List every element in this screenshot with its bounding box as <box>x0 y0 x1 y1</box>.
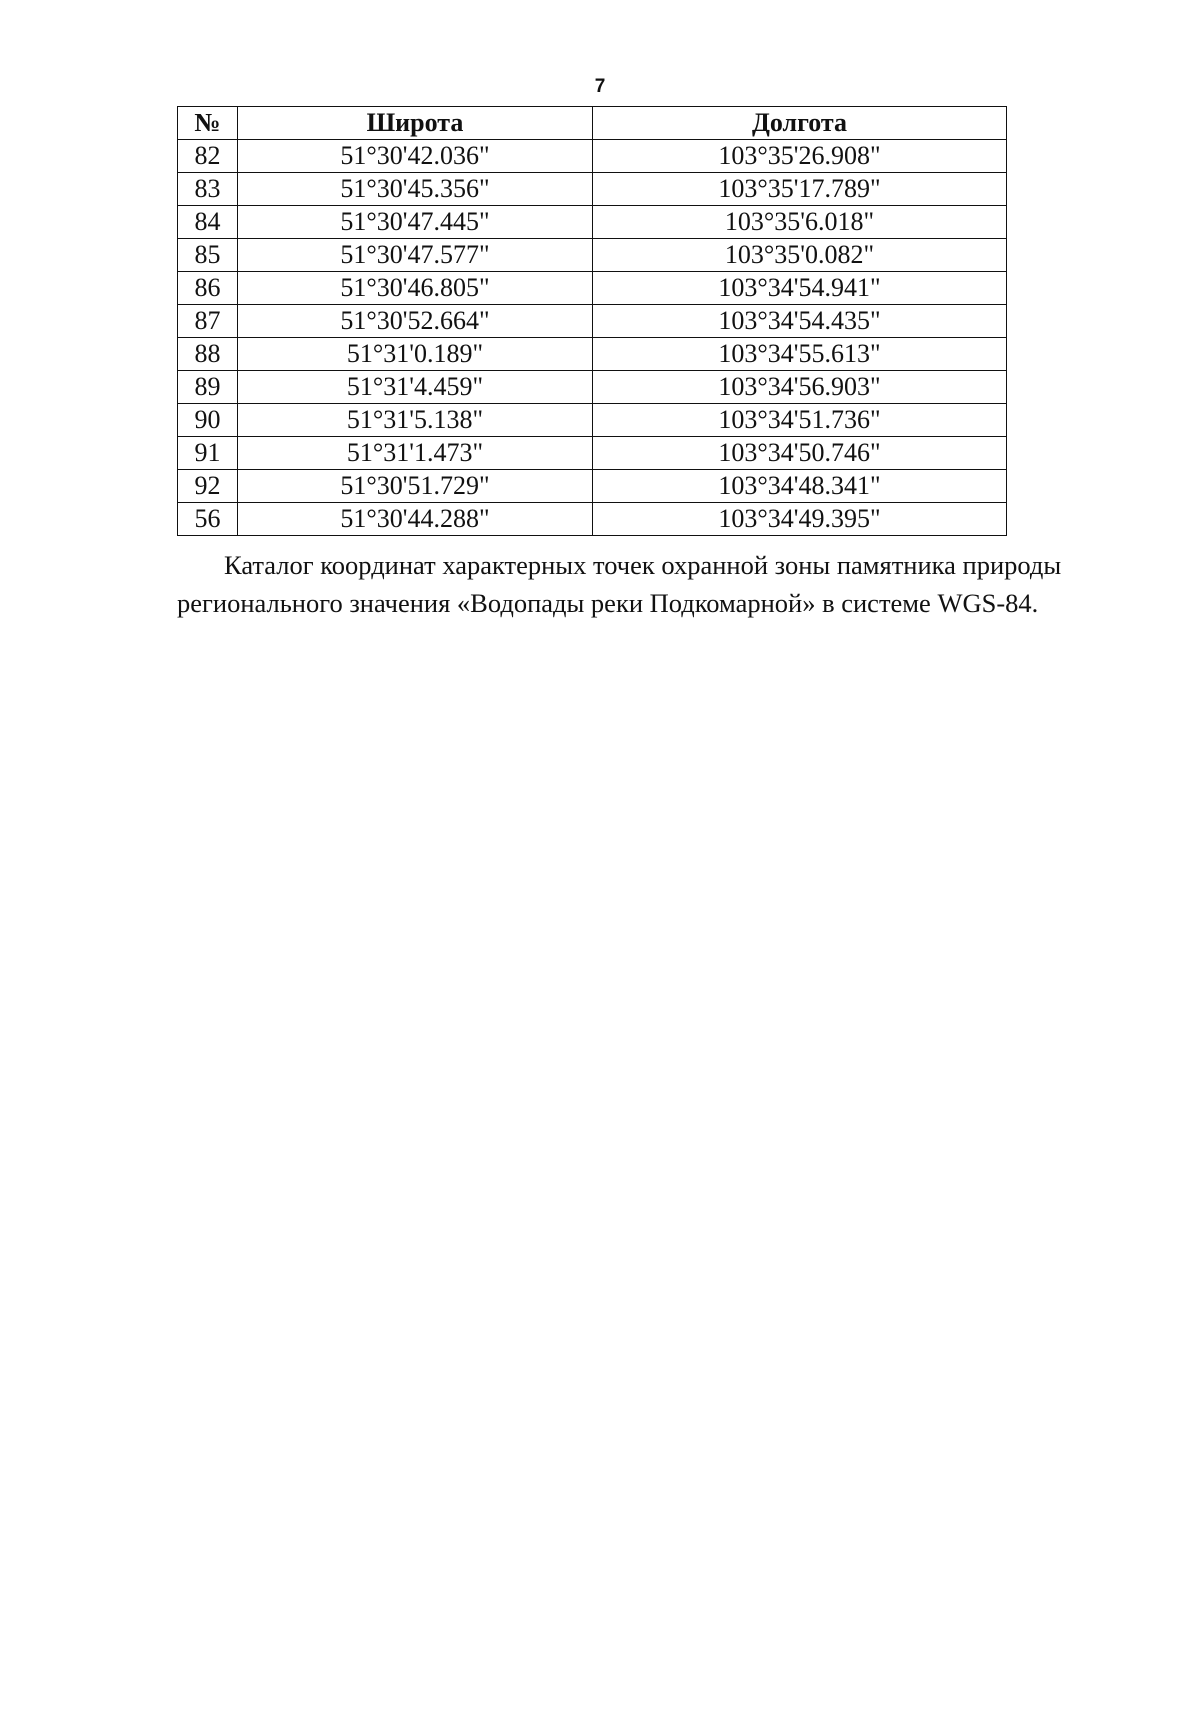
header-latitude: Широта <box>238 107 593 140</box>
cell-latitude: 51°30'45.356" <box>238 173 593 206</box>
cell-number: 91 <box>178 437 238 470</box>
cell-number: 84 <box>178 206 238 239</box>
cell-number: 82 <box>178 140 238 173</box>
cell-latitude: 51°30'47.577" <box>238 239 593 272</box>
table-row <box>178 305 1007 338</box>
cell-number: 89 <box>178 371 238 404</box>
cell-longitude: 103°35'17.789" <box>593 173 1007 206</box>
cell-latitude: 51°30'46.805" <box>238 272 593 305</box>
table-row <box>178 272 1007 305</box>
table-row <box>178 140 1007 173</box>
cell-longitude: 103°34'48.341" <box>593 470 1007 503</box>
cell-longitude: 103°35'6.018" <box>593 206 1007 239</box>
header-longitude: Долгота <box>593 107 1007 140</box>
table-row <box>178 437 1007 470</box>
table-header <box>178 107 1007 140</box>
table-row <box>178 470 1007 503</box>
cell-longitude: 103°34'55.613" <box>593 338 1007 371</box>
table-row <box>178 173 1007 206</box>
table-row <box>178 239 1007 272</box>
page-number: 7 <box>594 76 606 97</box>
table-row <box>178 338 1007 371</box>
cell-latitude: 51°31'1.473" <box>238 437 593 470</box>
cell-latitude: 51°30'42.036" <box>238 140 593 173</box>
cell-longitude: 103°35'26.908" <box>593 140 1007 173</box>
header-number: № <box>178 107 238 140</box>
caption-line-1: Каталог координат характерных точек охранной зоны памятника природы <box>224 550 1062 580</box>
cell-longitude: 103°34'54.941" <box>593 272 1007 305</box>
cell-number: 56 <box>178 503 238 536</box>
cell-latitude: 51°30'52.664" <box>238 305 593 338</box>
coordinates-table <box>177 106 1007 536</box>
cell-number: 88 <box>178 338 238 371</box>
cell-latitude: 51°30'47.445" <box>238 206 593 239</box>
cell-longitude: 103°34'56.903" <box>593 371 1007 404</box>
cell-latitude: 51°31'4.459" <box>238 371 593 404</box>
cell-latitude: 51°30'51.729" <box>238 470 593 503</box>
cell-longitude: 103°34'49.395" <box>593 503 1007 536</box>
cell-latitude: 51°30'44.288" <box>238 503 593 536</box>
table-row <box>178 404 1007 437</box>
cell-longitude: 103°34'51.736" <box>593 404 1007 437</box>
cell-number: 83 <box>178 173 238 206</box>
cell-number: 87 <box>178 305 238 338</box>
table-row <box>178 371 1007 404</box>
cell-longitude: 103°35'0.082" <box>593 239 1007 272</box>
table-row <box>178 503 1007 536</box>
cell-latitude: 51°31'0.189" <box>238 338 593 371</box>
table-header-row <box>178 107 1007 140</box>
cell-longitude: 103°34'50.746" <box>593 437 1007 470</box>
cell-latitude: 51°31'5.138" <box>238 404 593 437</box>
cell-number: 86 <box>178 272 238 305</box>
caption-line-2: регионального значения «Водопады реки Подкомарной» в системе WGS-84. <box>177 588 1039 618</box>
table-body <box>178 140 1007 536</box>
table-row <box>178 206 1007 239</box>
cell-longitude: 103°34'54.435" <box>593 305 1007 338</box>
table-caption <box>177 546 1127 622</box>
cell-number: 90 <box>178 404 238 437</box>
cell-number: 92 <box>178 470 238 503</box>
cell-number: 85 <box>178 239 238 272</box>
